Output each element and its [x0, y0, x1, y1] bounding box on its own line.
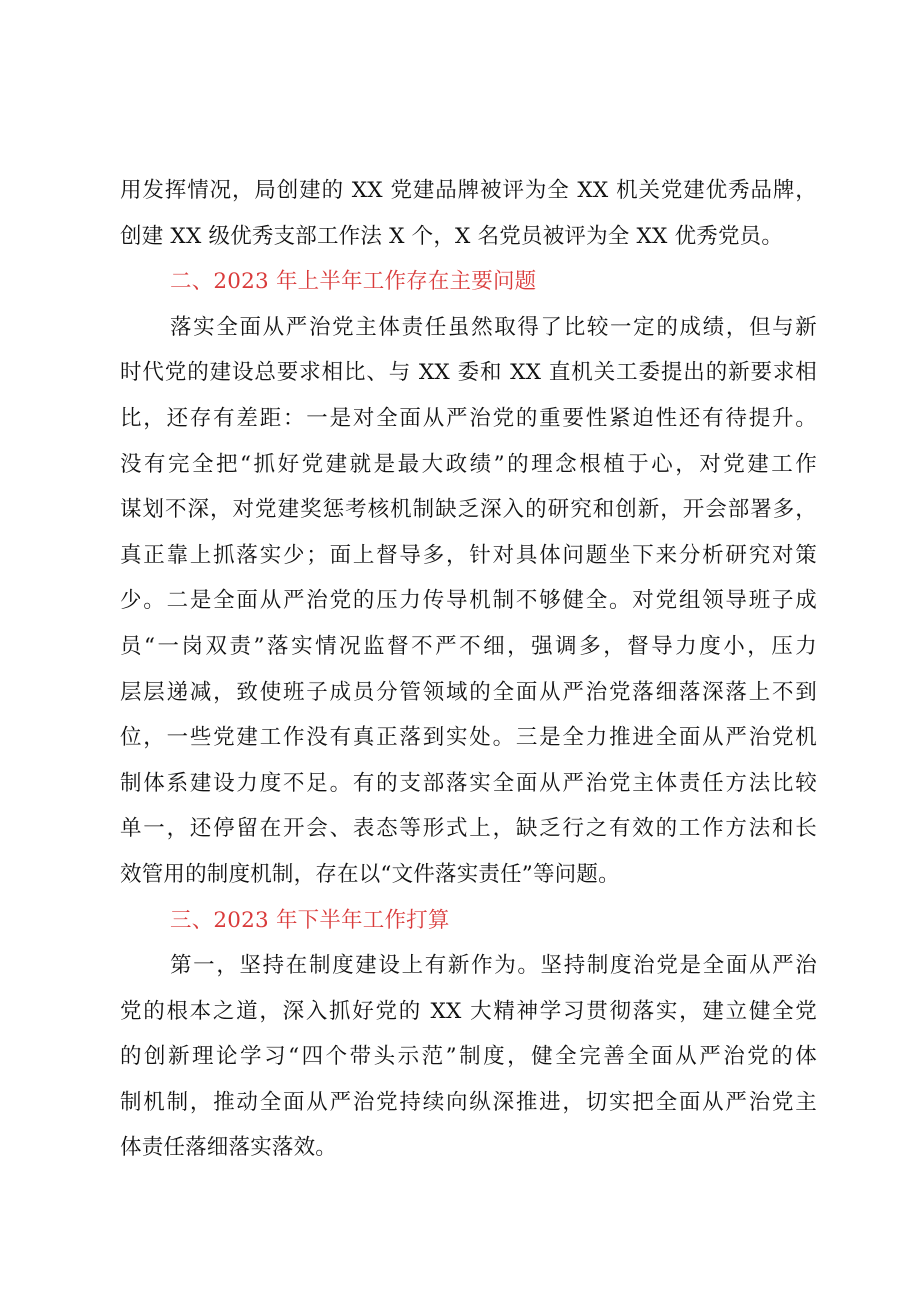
- paragraph-last-line: 体责任落细落实落效。: [120, 1135, 338, 1161]
- paragraph-line: 位，一些党建工作没有真正落到实处。三是全力推进全面从严治党机: [120, 725, 817, 751]
- paragraph-line: 用发挥情况，局创建的 XX 党建品牌被评为全 XX 机关党建优秀品牌，: [120, 178, 817, 203]
- paragraph-line: 真正靠上抓落实少；面上督导多，针对具体问题坐下来分析研究对策: [120, 542, 817, 568]
- paragraph-line: 谋划不深，对党建奖惩考核机制缺乏深入的研究和创新，开会部署多，: [120, 497, 817, 523]
- paragraph-line: 党的根本之道，深入抓好党的 XX 大精神学习贯彻落实，建立健全党: [120, 998, 817, 1024]
- paragraph-line: 的创新理论学习“四个带头示范”制度，健全完善全面从严治党的体: [120, 1044, 817, 1070]
- paragraph-last-line: 创建 XX 级优秀支部工作法 X 个，X 名党员被评为全 XX 优秀党员。: [120, 223, 784, 249]
- paragraph-line: 单一，还停留在开会、表态等形式上，缺乏行之有效的工作方法和长: [120, 816, 817, 842]
- paragraph-line: 层层递减，致使班子成员分管领域的全面从严治党落细落深落上不到: [120, 679, 817, 705]
- section-heading-3: 三、2023 年下半年工作打算: [170, 907, 450, 933]
- paragraph-line: 制体系建设力度不足。有的支部落实全面从严治党主体责任方法比较: [120, 770, 817, 796]
- paragraph-line: 制机制，推动全面从严治党持续向纵深推进，切实把全面从严治党主: [120, 1089, 817, 1115]
- document-body: [120, 168, 817, 1171]
- paragraph-first-line: 第一，坚持在制度建设上有新作为。坚持制度治党是全面从严治: [170, 953, 817, 979]
- paragraph-line: 比，还存有差距：一是对全面从严治党的重要性紧迫性还有待提升。: [120, 405, 817, 431]
- paragraph-first-line: 落实全面从严治党主体责任虽然取得了比较一定的成绩，但与新: [170, 314, 817, 340]
- paragraph-line: 没有完全把“抓好党建就是最大政绩”的理念根植于心，对党建工作: [120, 451, 817, 477]
- paragraph-line: 时代党的建设总要求相比、与 XX 委和 XX 直机关工委提出的新要求相: [120, 360, 817, 386]
- section-heading-2: 二、2023 年上半年工作存在主要问题: [170, 269, 537, 295]
- paragraph-last-line: 效管用的制度机制，存在以“文件落实责任”等问题。: [120, 861, 620, 887]
- paragraph-line: 员“一岗双责”落实情况监督不严不细，强调多，督导力度小，压力: [120, 633, 817, 659]
- paragraph-line: 少。二是全面从严治党的压力传导机制不够健全。对党组领导班子成: [120, 588, 817, 614]
